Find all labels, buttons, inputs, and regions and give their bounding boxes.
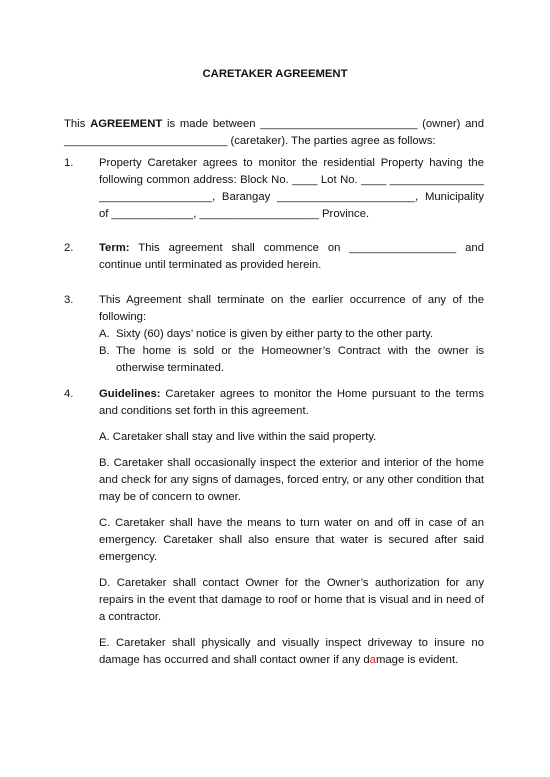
guideline-paragraph: C. Caretaker shall have the means to turn water on and off in case of an emergency. Caretaker shall also ensure that water is secured after said emergency. <box>99 517 484 563</box>
subitem-text: Sixty (60) days’ notice is given by either party to the other party. <box>116 328 434 340</box>
item-number: 4. <box>64 388 74 400</box>
guideline-paragraph: D. Caretaker shall contact Owner for the Owner’s authorization for any repairs in the event that damage to roof or home that is visual and in need of a contractor. <box>99 577 484 623</box>
item-term-text: This agreement shall commence on _________________ and continue until terminated as provided herein. <box>99 242 484 271</box>
guideline-paragraph: B. Caretaker shall occasionally inspect the exterior and interior of the home and check for any signs of damages, forced entry, or any other condition that may be of concern to owner. <box>99 457 484 503</box>
item-term <box>99 240 484 274</box>
guideline-last-pre: E. Caretaker shall physically and visually inspect driveway to insure no damage has occurred and shall contact owner if any d <box>99 637 484 666</box>
item-number: 2. <box>64 242 74 254</box>
guideline-paragraph-last <box>99 635 484 669</box>
item-number: 3. <box>64 294 74 306</box>
item-guidelines-text: Caretaker agrees to monitor the Home pursuant to the terms and conditions set forth in this agreement. <box>99 388 484 417</box>
item-guidelines <box>99 386 484 669</box>
subitem-label: B. <box>99 345 110 357</box>
intro-post: is made between _________________________ (owner) and __________________________ (caretaker). The parties agree as follows: <box>64 118 484 147</box>
item-term-heading: Term: <box>99 242 130 254</box>
subitem-label: A. <box>99 328 110 340</box>
intro-paragraph <box>64 116 484 150</box>
guideline-paragraph: A. Caretaker shall stay and live within the said property. <box>99 431 377 443</box>
document-title: CARETAKER AGREEMENT <box>202 68 348 80</box>
termination-subitem <box>99 326 484 343</box>
termination-subitem <box>99 343 484 377</box>
guideline-last-post: mage is evident. <box>375 654 459 666</box>
intro-pre: This <box>64 118 91 130</box>
intro-bold: AGREEMENT <box>90 118 163 130</box>
item-guidelines-heading: Guidelines: <box>99 388 161 400</box>
highlighted-letter: a <box>369 654 376 666</box>
item-termination-text: This Agreement shall terminate on the earlier occurrence of any of the following: <box>99 294 484 323</box>
subitem-text: The home is sold or the Homeowner’s Contract with the owner is otherwise terminated. <box>116 345 484 374</box>
item-termination <box>99 292 484 377</box>
item-number: 1. <box>64 157 74 169</box>
item-property-address: Property Caretaker agrees to monitor the residential Property having the following common address: Block No. ____ Lot No. ____ _______________ __________________, Barangay ______________________, Municipality of _____________, ___________________ Province. <box>99 157 484 220</box>
